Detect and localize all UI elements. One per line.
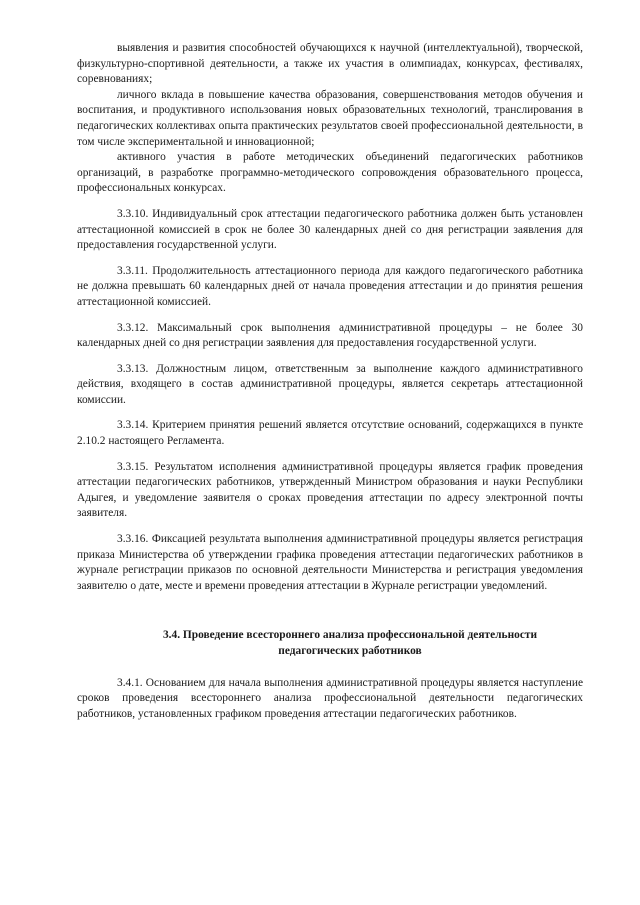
section-heading-line-1: 3.4. Проведение всестороннего анализа профессиональной деятельности bbox=[162, 629, 538, 642]
paragraph-contribution: личного вклада в повышение качества образования, совершенствования методов обучения и воспитания, и продуктивного использования новых образовательных технологий, транслирования в педагогических коллективах опыта практических результатов своей профессиональной деятельности, в том числе экспериментальной и инновационной; bbox=[77, 88, 583, 148]
item-3-4-1: 3.4.1. Основанием для начала выполнения административной процедуры является наступление сроков проведения всестороннего анализа профессиональной деятельности педагогических работников, установленных графиком проведения аттестации педагогических работников. bbox=[77, 676, 583, 720]
section-heading-line-2: педагогических работников bbox=[278, 645, 422, 657]
item-3-3-15: 3.3.15. Результатом исполнения административной процедуры является график проведения аттестации педагогических работников, утвержденный Министром образования и науки Республики Адыгея, и уведомление заявителя о сроках проведения аттестации по адресу электронной почты заявителя. bbox=[77, 460, 583, 520]
item-3-3-10: 3.3.10. Индивидуальный срок аттестации педагогического работника должен быть установлен аттестационной комиссией в срок не более 30 календарных дней со дня регистрации заявления для предоставления государственной услуги. bbox=[77, 207, 583, 252]
section-heading bbox=[77, 628, 583, 659]
item-3-3-12: 3.3.12. Максимальный срок выполнения административной процедуры – не более 30 календарных дней со дня регистрации заявления для предоставления государственной услуги. bbox=[77, 321, 583, 350]
item-3-3-13: 3.3.13. Должностным лицом, ответственным за выполнение каждого административного действия, входящего в состав административной процедуры, является секретарь аттестационной комиссии. bbox=[77, 362, 583, 406]
item-3-3-14: 3.3.14. Критерием принятия решений является отсутствие оснований, содержащихся в пункте 2.10.2 настоящего Регламента. bbox=[77, 419, 583, 448]
paragraph-development: выявления и развития способностей обучающихся к научной (интеллектуальной), творческой, физкультурно-спортивной деятельности, а также их участия в олимпиадах, конкурсах, фестивалях, соревнованиях; bbox=[77, 42, 583, 86]
document-body bbox=[77, 41, 583, 722]
item-3-3-11: 3.3.11. Продолжительность аттестационного периода для каждого педагогического работника не должна превышать 60 календарных дней от начала проведения аттестации и до принятия решения аттестационной комиссией. bbox=[77, 264, 583, 308]
paragraph-participation: активного участия в работе методических объединений педагогических работников организаций, в разработке программно-методического сопровождения образовательного процесса, профессиональных конкурсах. bbox=[77, 151, 583, 195]
item-3-3-16: 3.3.16. Фиксацией результата выполнения административной процедуры является регистрация приказа Министерства об утверждении графика проведения аттестации педагогических работников в журнале регистрации приказов по основной деятельности Министерства и регистрация уведомления заявителю о дате, месте и времени проведения аттестации в Журнале регистрации уведомлений. bbox=[77, 533, 583, 592]
